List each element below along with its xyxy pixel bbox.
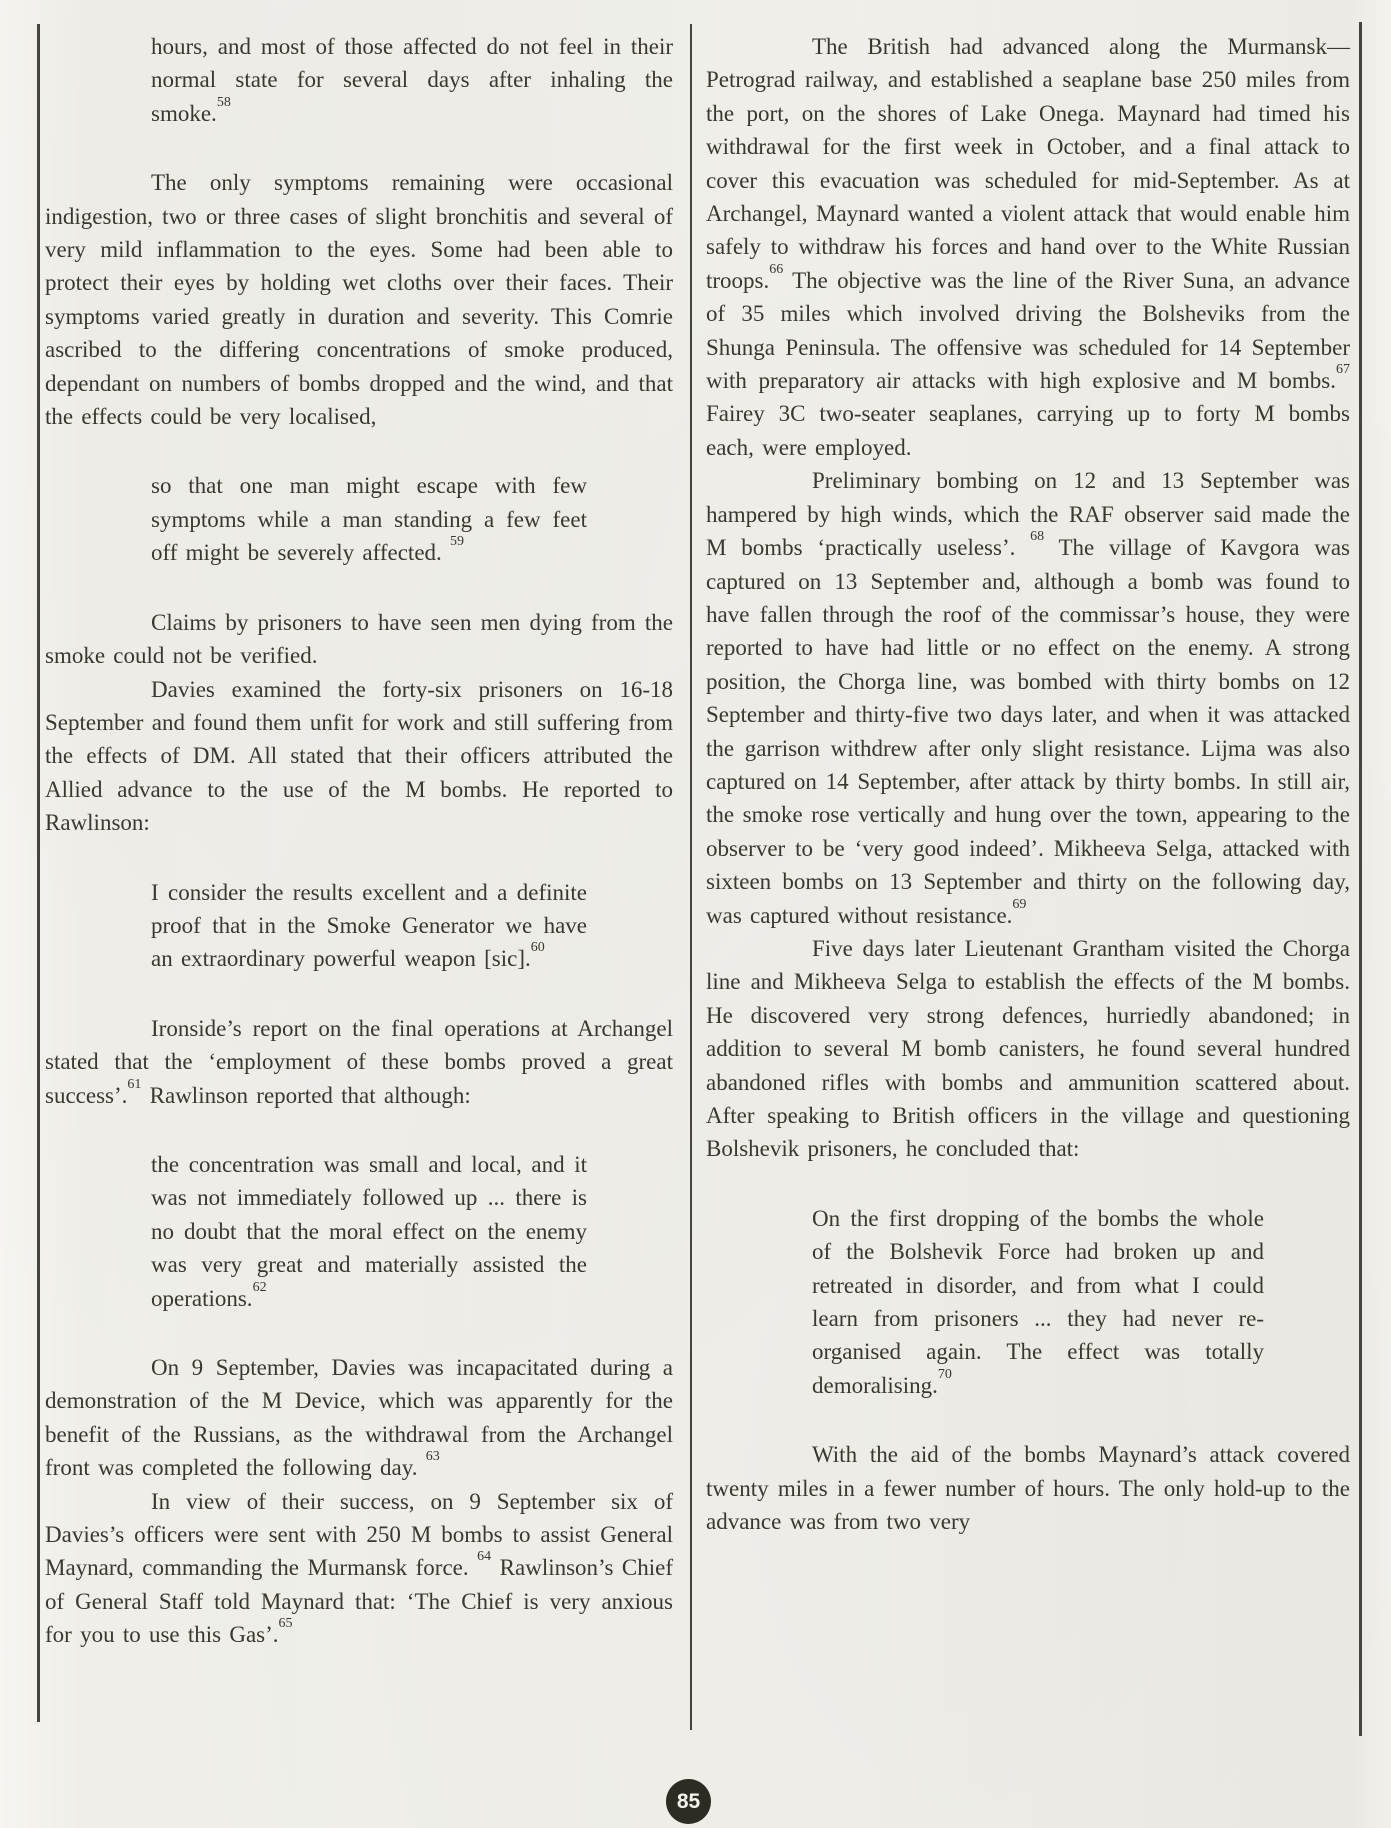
paragraph: The British had advanced along the Murmansk—Petrograd railway, and established a seaplane base 250 miles from the port, on the shores of Lake Onega. Maynard had timed his withdrawal for the first week in October, and a final attack to cover this evacuation was scheduled for mid-September. As at Archangel, Maynard wanted a violent attack that would enable him safely to withdraw his forces and hand over to the White Russian troops.$^{66}$ The objective was the line of the River Suna, an advance of 35 miles which involved driving the Bolsheviks from the Shunga Peninsula. The offensive was scheduled for 14 September with preparatory air attacks with high explosive and M bombs.$^{67}$ Fairey 3C two-seater seaplanes, carrying up to forty M bombs each, were employed. xyxy=(706,34,1350,460)
block-quote: On the first dropping of the bombs the whole of the Bolshevik Force had broken up and retreated in disorder, and from what I could learn from prisoners ... they had never re-organised again. The effect was totally demoralising.$^{70}$ xyxy=(812,1205,1264,1398)
page-number: 85 xyxy=(676,1789,701,1813)
paragraph: Davies examined the forty-six prisoners on 16-18 September and found them unfit for work and still suffering from the effects of DM. All stated that their officers attributed the Allied advance to the use of the M bombs. He reported to Rawlinson: xyxy=(45,676,673,836)
footnote-ref: 59 xyxy=(450,534,465,550)
footnote-ref: 64 xyxy=(477,1549,492,1565)
footnote-ref: 66 xyxy=(769,261,784,277)
paragraph: Five days later Lieutenant Grantham visited the Chorga line and Mikheeva Selga to establish the effects of the M bombs. He discovered very strong defences, hurriedly abandoned; in addition to several M bomb canisters, he found several hundred abandoned rifles with bombs and ammunition scattered about. After speaking to British officers in the village and questioning Bolshevik prisoners, he concluded that: xyxy=(706,935,1350,1162)
left-column xyxy=(45,30,673,1652)
block-quote: I consider the results excellent and a definite proof that in the Smoke Generator we have an extraordinary powerful weapon [sic].$^{60}$ xyxy=(151,879,587,972)
footnote-ref: 68 xyxy=(1030,529,1045,545)
footnote-ref: 63 xyxy=(425,1449,440,1465)
footnote-ref: 60 xyxy=(530,940,545,956)
paragraph: The only symptoms remaining were occasional indigestion, two or three cases of slight bronchitis and several of very mild inflammation to the eyes. Some had been able to protect their eyes by holding wet cloths over their faces. Their symptoms varied greatly in duration and severity. This Comrie ascribed to the differing concentrations of smoke produced, dependant on numbers of bombs dropped and the wind, and that the effects could be very localised, xyxy=(45,170,673,430)
paragraph: On 9 September, Davies was incapacitated during a demonstration of the M Device, which was apparently for the benefit of the Russians, as the withdrawal from the Archangel front was completed the following day. $^{63}$ xyxy=(45,1355,673,1481)
right-column xyxy=(706,30,1350,1538)
paragraph: Claims by prisoners to have seen men dying from the smoke could not be verified. xyxy=(45,609,673,669)
right-border-rule xyxy=(1359,22,1362,1736)
footnote-ref: 70 xyxy=(937,1366,952,1382)
block-quote: so that one man might escape with few symptoms while a man standing a few feet off might be severely affected. $^{59}$ xyxy=(151,473,587,566)
footnote-ref: 61 xyxy=(127,1076,142,1092)
page-number-badge xyxy=(666,1779,711,1824)
paragraph: In view of their success, on 9 September six of Davies’s officers were sent with 250 M bombs to assist General Maynard, commanding the Murmansk force. $^{64}$ Rawlinson’s Chief of General Staff told Maynard that: ‘The Chief is very anxious for you to use this Gas’.$^{65}$ xyxy=(45,1488,673,1648)
paragraph: Ironside’s report on the final operations at Archangel stated that the ‘employment of these bombs proved a great success’.$^{61}$ Rawlinson reported that although: xyxy=(45,1015,673,1108)
footnote-ref: 62 xyxy=(252,1279,267,1295)
left-border-rule xyxy=(37,24,40,1722)
footnote-ref: 69 xyxy=(1012,896,1027,912)
block-quote: hours, and most of those affected do not feel in their normal state for several days after inhaling the smoke.$^{58}$ xyxy=(151,34,673,126)
paragraph: Preliminary bombing on 12 and 13 September was hampered by high winds, which the RAF observer said made the M bombs ‘practically useless’. $^{68}$ The village of Kavgora was captured on 13 September and, although a bomb was found to have fallen through the roof of the commissar’s house, they were reported to have had little or no effect on the enemy. A strong position, the Chorga line, was bombed with thirty bombs on 12 September and thirty-five two days later, and when it was attacked the garrison withdrew after only slight resistance. Lijma was also captured on 14 September, after attack by thirty bombs. In still air, the smoke rose vertically and hung over the town, appearing to the observer to be ‘very good indeed’. Mikheeva Selga, attacked with sixteen bombs on 13 September and thirty on the following day, was captured without resistance.$^{69}$ xyxy=(706,468,1351,928)
footnote-ref: 65 xyxy=(278,1616,293,1632)
footnote-ref: 58 xyxy=(216,94,231,110)
column-divider-rule xyxy=(690,24,692,1730)
block-quote: the concentration was small and local, and it was not immediately followed up ... there is no doubt that the moral effect on the enemy was very great and materially assisted the operations.$^{62}$ xyxy=(151,1151,587,1311)
footnote-ref: 67 xyxy=(1336,362,1350,378)
paragraph: With the aid of the bombs Maynard’s attack covered twenty miles in a fewer number of hours. The only hold-up to the advance was from two very xyxy=(706,1442,1350,1535)
